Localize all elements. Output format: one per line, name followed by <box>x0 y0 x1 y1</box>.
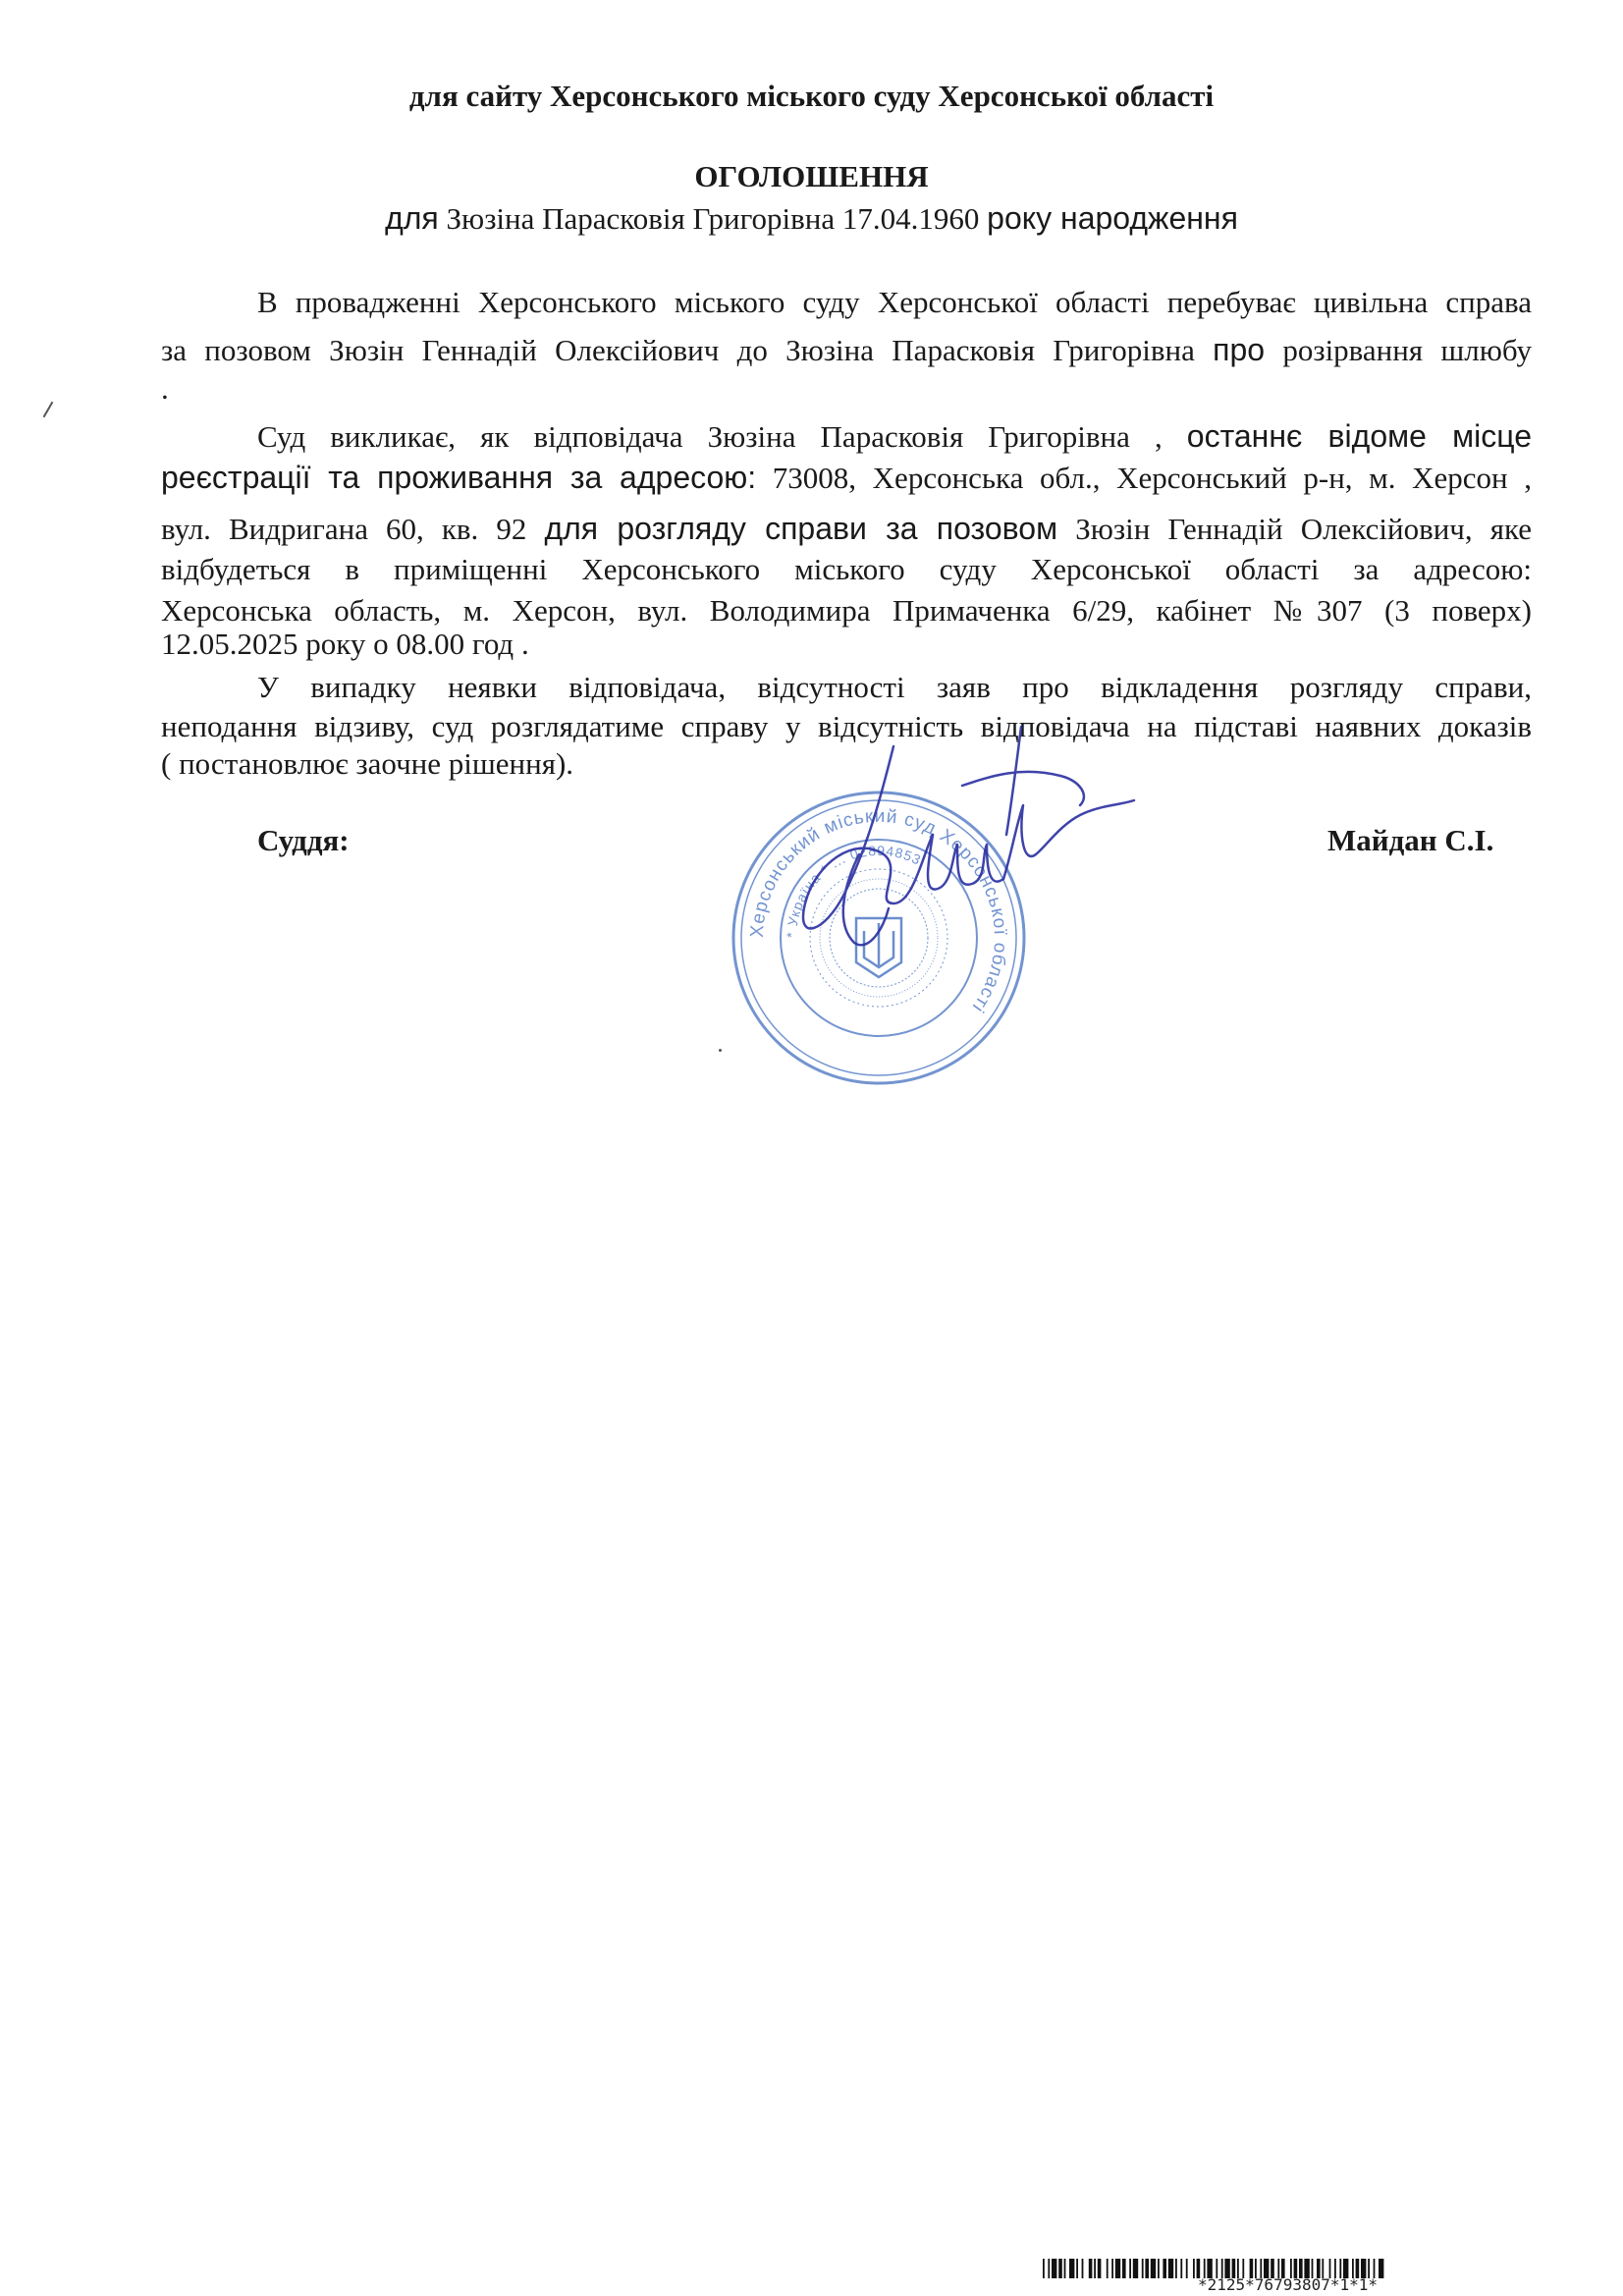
p1-line2-pro: про <box>1213 332 1266 367</box>
p2-line3 <box>161 511 1532 546</box>
barcode-bar <box>1058 2259 1062 2278</box>
barcode-bar <box>1129 2259 1131 2278</box>
barcode-bar <box>1158 2259 1160 2278</box>
p2-line2 <box>161 460 1532 495</box>
barcode-text: *2125*76793807*1*1* <box>1198 2275 1379 2294</box>
barcode-bar <box>1115 2259 1120 2278</box>
p2-line5: Херсонська область, м. Херсон, вул. Володимира Примаченка 6/29, кабінет №307 (3 поверх) <box>161 593 1532 628</box>
barcode-bar <box>1064 2259 1066 2278</box>
p1-line1: В провадженні Херсонського міського суду Херсонської області перебуває цивільна справа <box>257 285 1532 319</box>
barcode-bar <box>1193 2259 1195 2278</box>
p1-line2-end: розірвання шлюбу <box>1282 333 1532 367</box>
barcode-bar <box>1379 2259 1383 2278</box>
barcode-bar <box>1069 2259 1074 2278</box>
seal-inner-text: * Україна * ... 02894853 <box>783 842 925 939</box>
p2-line1 <box>257 418 1532 454</box>
barcode-bar <box>1111 2259 1113 2278</box>
judge-label: Суддя: <box>257 823 350 857</box>
barcode-bar <box>1151 2259 1156 2278</box>
barcode-bar <box>1163 2259 1166 2278</box>
barcode-bar <box>1107 2259 1109 2278</box>
p2-line6: 12.05.2025 року о 08.00 год . <box>161 627 529 661</box>
p3-line1: У випадку неявки відповідача, відсутності заяв про відкладення розгляду справи, <box>257 670 1532 704</box>
p2-line3-street: вул. Видригана 60, кв. 92 <box>161 512 527 546</box>
subtitle-suffix: року народження <box>987 200 1238 236</box>
p2-line2-address: 73008, Херсонська обл., Херсонський р-н, м. Херсон , <box>772 461 1532 495</box>
judge-signature <box>766 707 1139 1002</box>
barcode-bar <box>1043 2259 1045 2278</box>
subtitle-name: Зюзіна Парасковія Григорівна 17.04.1960 <box>438 201 988 236</box>
judge-name: Майдан С.І. <box>1327 823 1494 857</box>
barcode-bar <box>1048 2259 1050 2278</box>
barcode-bar <box>1076 2259 1078 2278</box>
seal-outer-text: Херсонський міський суд Херсонської області <box>746 805 1011 1017</box>
barcode-bar <box>1186 2259 1188 2278</box>
barcode-bar <box>1094 2259 1096 2278</box>
barcode-bar <box>1052 2259 1056 2278</box>
barcode-bar <box>1089 2259 1093 2278</box>
p1-line2 <box>161 332 1532 367</box>
p2-line1-end: останнє відоме місце <box>1186 418 1532 454</box>
barcode-bar <box>1098 2259 1102 2278</box>
p3-line3: ( постановлює заочне рішення). <box>161 746 574 781</box>
barcode-bar <box>1145 2259 1149 2278</box>
p1-line3: . <box>161 371 169 406</box>
barcode-bar <box>1142 2259 1144 2278</box>
scan-mark <box>43 402 54 418</box>
site-line: для сайту Херсонського міського суду Херсонської області <box>408 79 1215 113</box>
barcode-bar <box>1180 2259 1182 2278</box>
p2-line2-start: реєстрації та проживання за адресою: <box>161 460 757 495</box>
document-title: ОГОЛОШЕННЯ <box>694 159 929 193</box>
p2-line3-plaintiff: Зюзін Геннадій Олексійович, яке <box>1075 512 1532 546</box>
barcode-bar <box>1122 2259 1126 2278</box>
barcode-bar <box>1168 2259 1173 2278</box>
barcode-bar <box>1082 2259 1084 2278</box>
p1-line2-text: за позовом Зюзін Геннадій Олексійович до Зюзіна Парасковія Григорівна <box>161 333 1195 367</box>
p2-line1-text: Суд викликає, як відповідача Зюзіна Парасковія Григорівна , <box>257 419 1163 454</box>
p3-line2: неподання відзиву, суд розглядатиме справу у відсутність відповідача на підставі наявних доказів <box>161 709 1532 743</box>
p2-line3-purpose: для розгляду справи за позовом <box>544 511 1058 546</box>
barcode-bar <box>1175 2259 1177 2278</box>
subtitle <box>0 200 1623 237</box>
p2-line4: відбудеться в приміщенні Херсонського міського суду Херсонської області за адресою: <box>161 552 1532 586</box>
scan-dot <box>719 1049 722 1052</box>
barcode-bar <box>1133 2259 1138 2278</box>
subtitle-prefix: для <box>385 200 439 236</box>
